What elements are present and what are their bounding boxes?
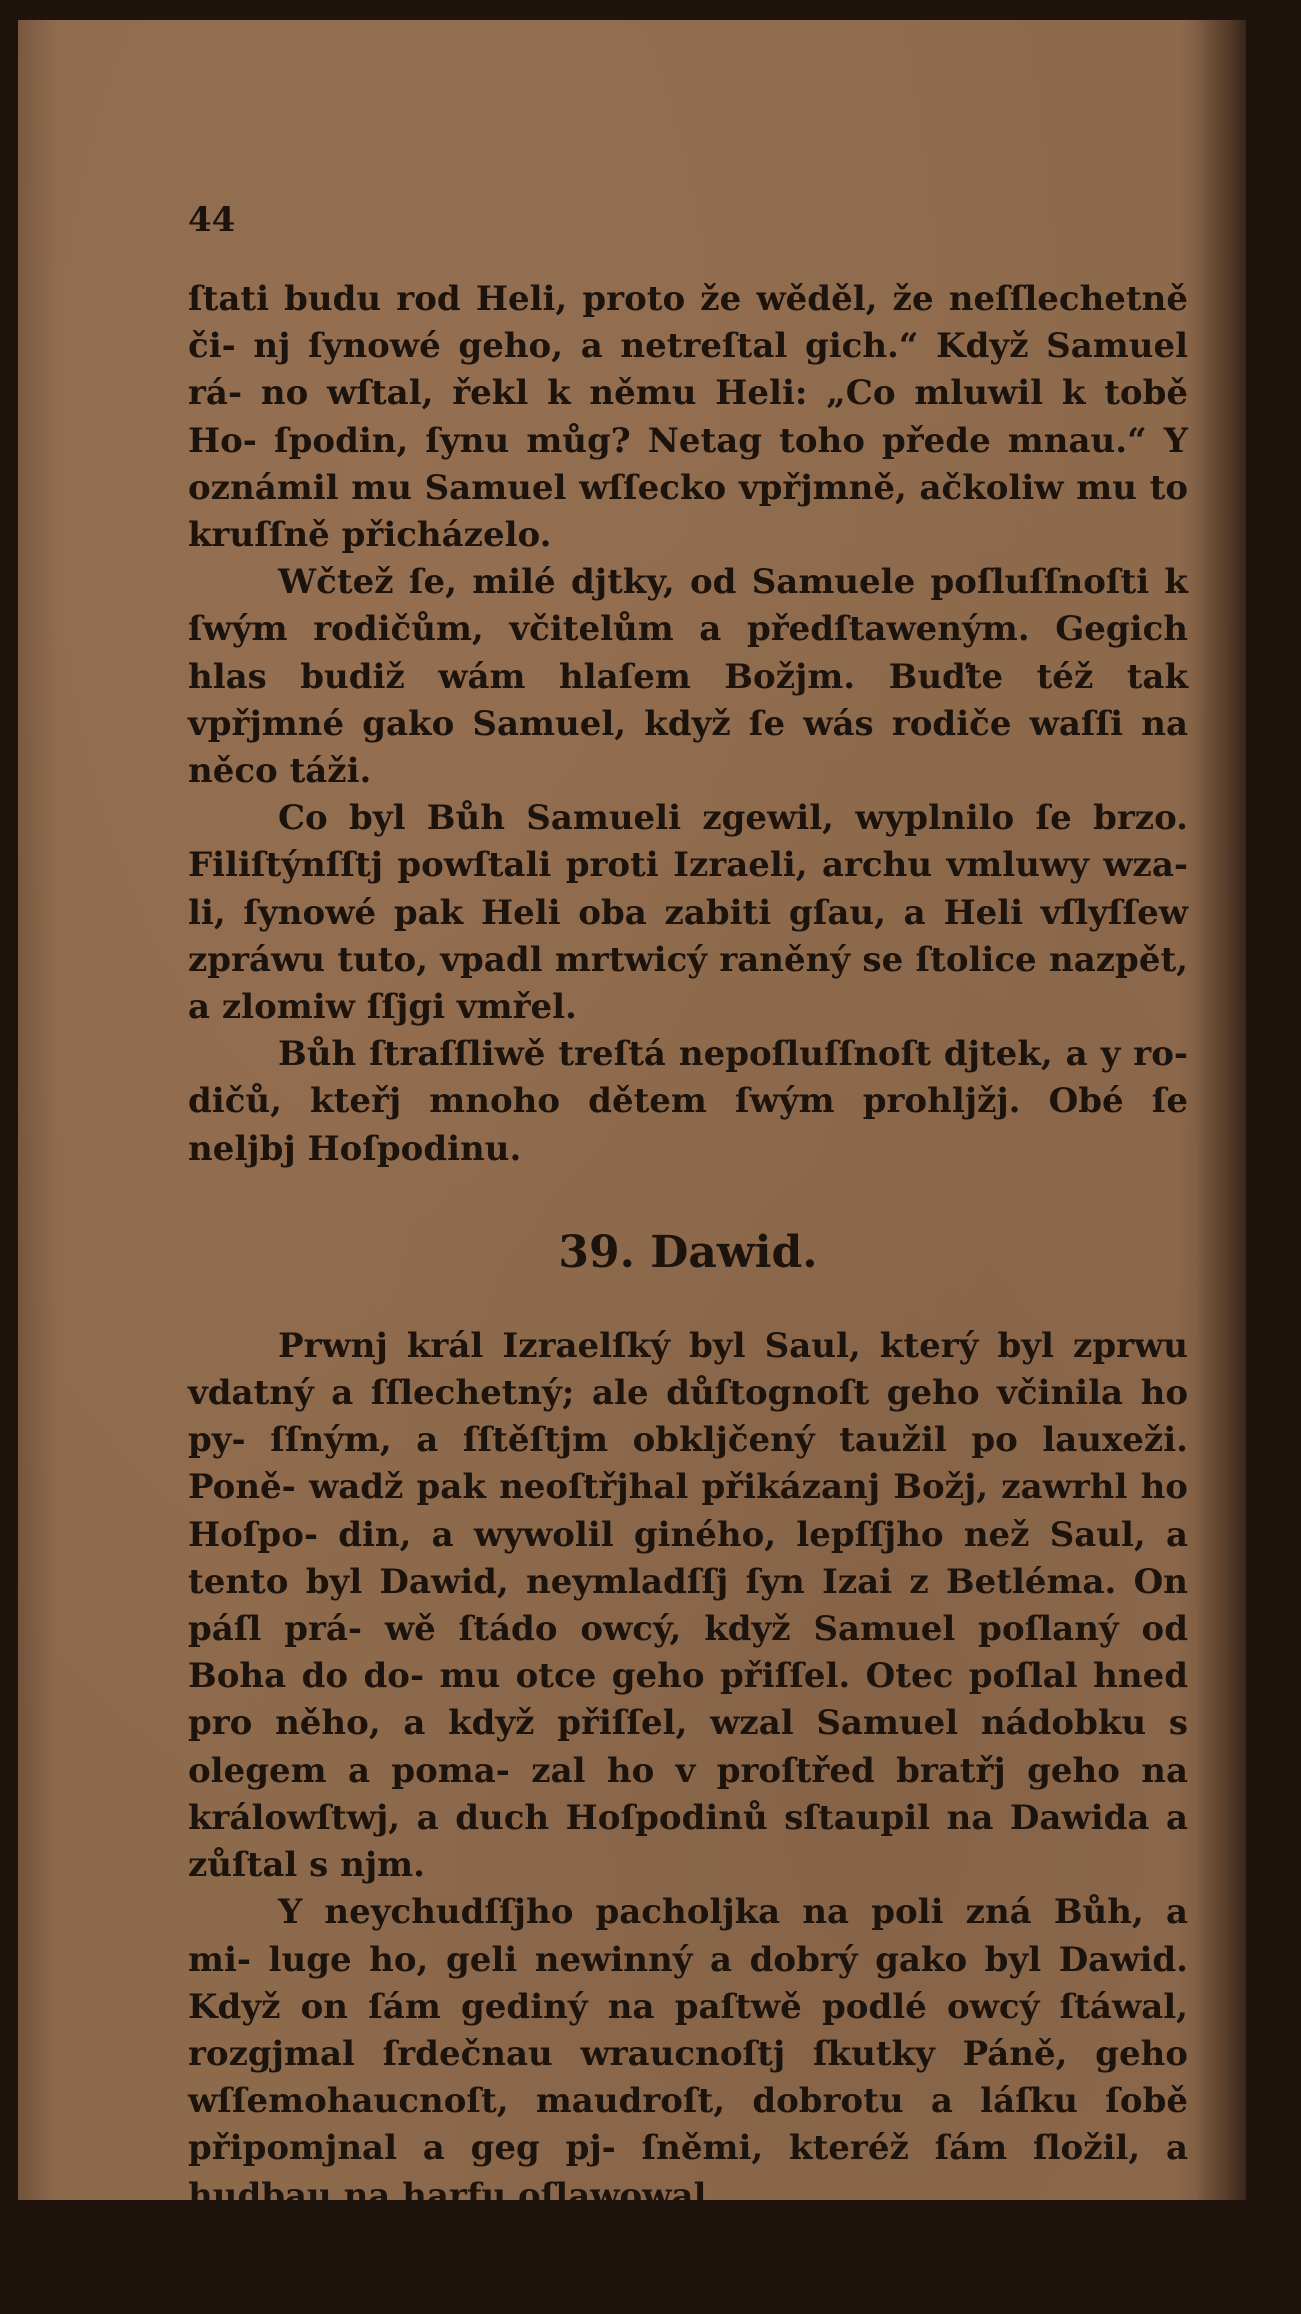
section-heading: 39. Dawid. bbox=[558, 1226, 818, 1278]
paragraph: Prwnj král Izraelſký byl Saul, který byl zprwu vdatný a ſſlechetný; ale důſtognoſt geho včinila ho py- ſſným, a ſſtěſtjm obkljčený taužil po lauxeži. Poně- wadž pak neoſtřjhal přikázanj Božj, zawrhl ho Hoſpo- din, a wywolil giného, lepſſjho než Saul, a tento byl Dawid, neymladſſj ſyn Izai z Betléma. On páſl prá- wě ſtádo owcý, když Samuel poſlaný od Boha do do- mu otce geho přiſſel. Otec poſlal hned pro něho, a když přiſſel, wzal Samuel nádobku s olegem a poma- zal ho v proſtřed bratřj geho na králowſtwj, a duch Hoſpodinů sſtaupil na Dawida a zůſtal s njm. bbox=[188, 1325, 1188, 1886]
page-number: 44 bbox=[188, 200, 236, 240]
paragraph: Co byl Bůh Samueli zgewil, wyplnilo ſe brzo. Filiſtýnſſtj powſtali proti Izraeli, archu vmluwy wza- li, ſynowé pak Heli oba zabiti gſau, a Heli vſlyſſew zpráwu tuto, vpadl mrtwicý raněný se ſtolice nazpět, a zlomiw ſſjgi vmřel. bbox=[188, 798, 1188, 1028]
paragraph: Wčtež ſe, milé djtky, od Samuele poſluſſnoſti k ſwým rodičům, včitelům a předſtaweným. Gegich hlas budiž wám hlaſem Božjm. Buďte též tak vpřjmné gako Samuel, když ſe wás rodiče waſſi na něco táži. bbox=[188, 562, 1188, 792]
page-gutter-shadow bbox=[1196, 20, 1246, 2200]
text-block bbox=[188, 190, 1188, 2314]
paragraph: Y neychudſſjho pacholjka na poli zná Bůh, a mi- luge ho, geli newinný a dobrý gako byl Dawid. Když on ſám gediný na paſtwě podlé owcý ſtáwal, rozgjmal ſrdečnau wraucnoſtj ſkutky Páně, geho wſſemohaucnoſt, maudroſt, dobrotu a láſku ſobě připomjnal a geg pj- ſněmi, kteréž ſám ſložil, a hudbau na harfu oſlawowal. bbox=[188, 1892, 1188, 2216]
book-page bbox=[18, 20, 1246, 2310]
paragraph: ſtati budu rod Heli, proto že wěděl, že neſſlechetně či- nj ſynowé geho, a netreſtal gich.“ Když Samuel rá- no wſtal, řekl k němu Heli: „Co mluwil k tobě Ho- ſpodin, ſynu můg? Netag toho přede mnau.“ Y oznámil mu Samuel wſſecko vpřjmně, ačkoliw mu to kruſſně přicházelo. bbox=[188, 279, 1188, 556]
paragraph: Bůh ſtraſſliwě treſtá nepoſluſſnoſt djtek, a y ro- dičů, kteřj mnoho dětem ſwým prohljžj. Obé ſe neljbj Hoſpodinu. bbox=[188, 1034, 1188, 1169]
paragraph: Pro geho kráſný zpěw a hránj na harfu byl ku dworu králowſkému powolán. Geho zpěw a hránj na bbox=[188, 2222, 1188, 2310]
